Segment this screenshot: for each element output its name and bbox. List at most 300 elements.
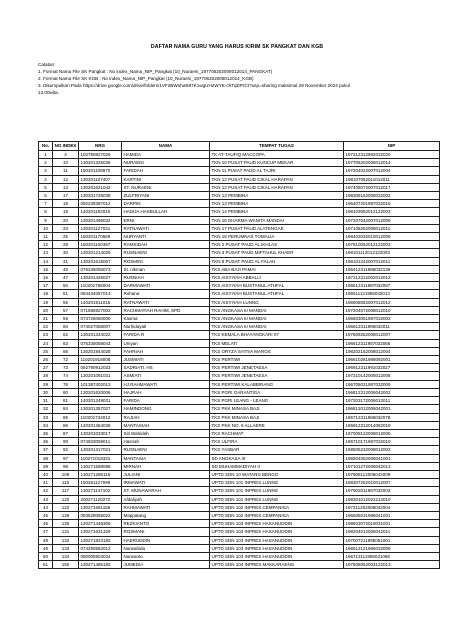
table-row: [39, 331, 440, 339]
cell-nip: 197204072008012010: [344, 306, 440, 314]
cell-nrg: 130271823183: [79, 536, 122, 544]
cell-index: 150: [53, 561, 79, 569]
cell-tempat-tugas: SD MUHAMMADIYAH II: [210, 462, 344, 470]
cell-tempat-tugas: UPTD SDN 103 INPRES HASANUDDIN: [210, 536, 344, 544]
cell-tempat-tugas: TKS AISYIYAH BUSTANUL ATHFAL: [210, 282, 344, 290]
cell-nip: 196612311986032011: [344, 323, 440, 331]
cell-tempat-tugas: TKS KEMALA BHAYANGKARI 07: [210, 331, 344, 339]
cell-no: 4: [39, 175, 53, 183]
notes-block: [38, 62, 458, 97]
cell-nama: NURYANTI: [122, 233, 210, 241]
cell-no: 11: [39, 233, 53, 241]
cell-tempat-tugas: TKS PERTIWI KALABBIRANG: [210, 380, 344, 388]
cell-no: 34: [39, 421, 53, 429]
cell-no: 39: [39, 462, 53, 470]
cell-nip: 196612311987032066: [344, 339, 440, 347]
table-row: [39, 167, 440, 175]
cell-no: 9: [39, 216, 53, 224]
cell-index: 47: [53, 274, 79, 282]
table-row: [39, 339, 440, 347]
cell-nrg: 130271631329: [79, 528, 122, 536]
cell-nama: RAMSIDAH: [122, 241, 210, 249]
cell-nip: 197204022007012004: [344, 167, 440, 175]
cell-index: 134: [53, 552, 79, 560]
cell-tempat-tugas: TKN 17 PUSAT PAUD ALATENGAE: [210, 224, 344, 232]
cell-tempat-tugas: UPTD SDN 103 INPRES HASANUDDIN: [210, 528, 344, 536]
cell-nrg: 076335056073: [79, 265, 122, 273]
cell-nama: RACHMATIAH RAHIM, SPD: [122, 306, 210, 314]
cell-index: 30: [53, 249, 79, 257]
table-row: [39, 216, 440, 224]
table-row: [39, 446, 440, 454]
cell-no: 19: [39, 298, 53, 306]
cell-nip: 197902011997032003: [344, 487, 440, 495]
cell-nama: Afdaliyah: [122, 495, 210, 503]
cell-nrg: 110201786004: [79, 282, 122, 290]
cell-nip: 197212312992032020: [344, 151, 440, 159]
table-row: [39, 413, 440, 421]
cell-tempat-tugas: TKS PGRI GARANTIGA: [210, 388, 344, 396]
cell-nrg: 150201170669: [79, 233, 122, 241]
cell-no: 35: [39, 429, 53, 437]
cell-nrg: 130271588098: [79, 462, 122, 470]
cell-index: 55: [53, 298, 79, 306]
cell-index: 60: [53, 323, 79, 331]
cell-nrg: 130271681155: [79, 503, 122, 511]
cell-nrg: 074933059011: [79, 438, 122, 446]
table-row: [39, 528, 440, 536]
cell-nrg: 130201944028: [79, 347, 122, 355]
cell-nip: 196803051987032002: [344, 315, 440, 323]
table-row: [39, 544, 440, 552]
cell-nama: Rohana: [122, 290, 210, 298]
cell-no: 2: [39, 159, 53, 167]
cell-tempat-tugas: TKN 10 PUSAT PAUD KUNCUP MEKAR: [210, 159, 344, 167]
cell-nip: 197609252008012007: [344, 331, 440, 339]
cell-nama: RATNAWATI: [122, 224, 210, 232]
cell-nip: 196710171987032010: [344, 438, 440, 446]
table-row: [39, 315, 440, 323]
cell-index: 63: [53, 339, 79, 347]
column-header-no: No.: [39, 142, 53, 151]
cell-index: 20: [53, 216, 79, 224]
cell-index: 81: [53, 397, 79, 405]
cell-nama: SADRIATI. HS: [122, 364, 210, 372]
cell-index: 115: [53, 479, 79, 487]
cell-tempat-tugas: TKS AISYIYAH ABBALIJ: [210, 274, 344, 282]
cell-nama: Nurwanto: [122, 552, 210, 560]
cell-tempat-tugas: TKS PKK MINASA BAJI: [210, 413, 344, 421]
cell-nip: 198505232008012002: [344, 446, 440, 454]
cell-tempat-tugas: TKN 2 PUSAT PAUD AL IKHLAS: [210, 241, 344, 249]
table-row: [39, 224, 440, 232]
table-row: [39, 397, 440, 405]
table-row: [39, 372, 440, 380]
cell-no: 24: [39, 339, 53, 347]
cell-nrg: 130201615067: [79, 257, 122, 265]
cell-index: 57: [53, 306, 79, 314]
cell-index: 17: [53, 192, 79, 200]
cell-no: 18: [39, 290, 53, 298]
cell-no: 31: [39, 397, 53, 405]
cell-no: 41: [39, 479, 53, 487]
cell-nrg: 120271448306: [79, 520, 122, 528]
cell-no: 30: [39, 388, 53, 396]
cell-nip: 196713111986031066: [344, 552, 440, 560]
cell-tempat-tugas: TKS AISYIYAH LUNNG: [210, 298, 344, 306]
table-row: [39, 347, 440, 355]
cell-index: 76: [53, 380, 79, 388]
cell-nama: Hasnah: [122, 438, 210, 446]
cell-nrg: 150201108970: [79, 167, 122, 175]
table-row: [39, 151, 440, 159]
cell-tempat-tugas: TKN 16 DHARMA WANITA MANDAI: [210, 216, 344, 224]
cell-nrg: 130201426027: [79, 274, 122, 282]
note-item: 3. Dikumpulkan Pada https://drive.google.com/drive/folders/1VF2BWohw587K1wgUH2WYE-chTqDPrCt?usp=sharing maksimal 29 November 2024 pukul: [38, 82, 351, 88]
cell-no: 25: [39, 347, 53, 355]
cell-tempat-tugas: TKN 18 PERUMNAS TOMALIA: [210, 233, 344, 241]
cell-nrg: 130271286115: [79, 470, 122, 478]
cell-nama: St. nikman: [122, 265, 210, 273]
cell-nip: 196407201987032016: [344, 200, 440, 208]
column-header-nip: NIP: [344, 142, 440, 151]
cell-nama: HJ.RAHMAWATI: [122, 380, 210, 388]
cell-nip: 196412311986032136: [344, 265, 440, 273]
cell-nip: 197009122008012006: [344, 429, 440, 437]
cell-no: 33: [39, 413, 53, 421]
cell-tempat-tugas: TK AT-TAUFIQ MACCOPA: [210, 151, 344, 159]
cell-nama: REZKIANTO: [122, 520, 210, 528]
cell-nrg: 101387402013: [79, 380, 122, 388]
table-row: [39, 470, 440, 478]
cell-nama: ST. NURAENI: [122, 183, 210, 191]
cell-index: 45: [53, 265, 79, 273]
table-row: [39, 438, 440, 446]
cell-tempat-tugas: TKS ULFIRA: [210, 438, 344, 446]
table-row: [39, 200, 440, 208]
cell-tempat-tugas: TKS PGRI LEANG - LEANG: [210, 397, 344, 405]
cell-nip: 198107062011012011: [344, 175, 440, 183]
cell-nrg: 130201091031: [79, 372, 122, 380]
cell-nip: 197210142005012008: [344, 372, 440, 380]
cell-nama: JULIANI: [122, 470, 210, 478]
cell-nama: Nurwahida: [122, 544, 210, 552]
cell-tempat-tugas: TKS ABA BAJI PAMAI: [210, 265, 344, 273]
cell-tempat-tugas: TKS PERTIWI JENETAESA: [210, 372, 344, 380]
cell-index: 133: [53, 544, 79, 552]
cell-tempat-tugas: TKN 12 PUSAT PAUD CIKAL HARAPAN: [210, 183, 344, 191]
cell-nip: 198202152008012004: [344, 347, 440, 355]
cell-nrg: 092238387012: [79, 200, 122, 208]
cell-nip: 196812312006042002: [344, 388, 440, 396]
cell-nrg: 150261127099: [79, 479, 122, 487]
cell-tempat-tugas: TKN 12 PUSAT PAUD CIKAL HARAPAN: [210, 175, 344, 183]
cell-nrg: 075335058043: [79, 339, 122, 347]
cell-tempat-tugas: TKS MELATI: [210, 339, 344, 347]
cell-tempat-tugas: TKS ANGKASA III MANDAI: [210, 306, 344, 314]
cell-nama: RUSNAENI: [122, 446, 210, 454]
cell-nrg: 130201496032: [79, 216, 122, 224]
cell-tempat-tugas: UPTD SDN 101 INPRES LUNNG: [210, 487, 344, 495]
cell-index: 131: [53, 528, 79, 536]
table-row: [39, 192, 440, 200]
table-row: [39, 274, 440, 282]
cell-nip: 197007211995051001: [344, 536, 440, 544]
cell-nama: HAMIDA: [122, 151, 210, 159]
cell-nama: DARMAWATI: [122, 282, 210, 290]
cell-no: 44: [39, 503, 53, 511]
cell-nama: NURAENI: [122, 159, 210, 167]
cell-nama: DARPIN: [122, 200, 210, 208]
cell-no: 37: [39, 446, 53, 454]
cell-index: 132: [53, 536, 79, 544]
cell-nrg: 083528065022: [79, 511, 122, 519]
cell-nip: 196908052007012012: [344, 298, 440, 306]
cell-nip: 196705031987032005: [344, 380, 440, 388]
cell-tempat-tugas: TKS ORYZA SATIVA MAROS: [210, 347, 344, 355]
cell-nip: 196912312014082019: [344, 421, 440, 429]
cell-no: 40: [39, 470, 53, 478]
table-row: [39, 364, 440, 372]
cell-nama: ZULFRIYANI: [122, 192, 210, 200]
cell-nrg: 140201911015: [79, 298, 122, 306]
cell-nip: 197906112006042009: [344, 470, 440, 478]
cell-nrg: 130201325036: [79, 159, 122, 167]
document-title: DAFTAR NAMA GURU YANG HARUS KIRIM SK PANGKAT DAN KGB: [150, 44, 324, 50]
cell-no: 15: [39, 265, 53, 273]
cell-nama: RAHMAWATI: [122, 503, 210, 511]
table-body: [39, 151, 440, 569]
cell-no: 23: [39, 331, 53, 339]
cell-no: 13: [39, 249, 53, 257]
cell-no: 46: [39, 520, 53, 528]
table-row: [39, 208, 440, 216]
cell-nip: 197108252008012011: [344, 224, 440, 232]
table-row: [39, 306, 440, 314]
cell-tempat-tugas: UPTD SDN 103 INPRES HASANUDDIN: [210, 544, 344, 552]
cell-nama: HADIJA HASBULLAH: [122, 208, 210, 216]
cell-index: 98: [53, 462, 79, 470]
table-row: [39, 356, 440, 364]
cell-tempat-tugas: TKN 13 PEMBINA: [210, 192, 344, 200]
cell-tempat-tugas: UPTD SDN 103 INPRES HASANUDDIN: [210, 520, 344, 528]
cell-no: 32: [39, 405, 53, 413]
cell-index: 11: [53, 167, 79, 175]
cell-no: 42: [39, 487, 53, 495]
cell-nama: ASMIATI: [122, 372, 210, 380]
cell-index: 97: [53, 454, 79, 462]
cell-tempat-tugas: UPTD SDN 102 INPRES CEMPANIGA: [210, 503, 344, 511]
cell-no: 26: [39, 356, 53, 364]
cell-no: 29: [39, 380, 53, 388]
cell-tempat-tugas: TKN 14 PEMBINA: [210, 208, 344, 216]
cell-no: 27: [39, 364, 53, 372]
cell-nrg: 130201621042: [79, 183, 122, 191]
cell-index: 51: [53, 290, 79, 298]
cell-nama: RAJIAH: [122, 413, 210, 421]
cell-nrg: 130271147102: [79, 487, 122, 495]
cell-no: 38: [39, 454, 53, 462]
cell-no: 50: [39, 552, 53, 560]
table-row: [39, 241, 440, 249]
cell-nip: 197207042007012009: [344, 216, 440, 224]
cell-index: 130: [53, 520, 79, 528]
column-header-nrg: NRG: [79, 142, 122, 151]
cell-nrg: 130201127031: [79, 224, 122, 232]
cell-nrg: 110271018331: [79, 454, 122, 462]
cell-index: 90: [53, 438, 79, 446]
cell-index: 108: [53, 470, 79, 478]
cell-no: 21: [39, 315, 53, 323]
cell-tempat-tugas: SD ANGKASA III: [210, 454, 344, 462]
cell-nrg: 074027058007: [79, 323, 122, 331]
cell-nama: RUSNIAH: [122, 274, 210, 282]
table-row: [39, 462, 440, 470]
cell-nama: FARIDA: [122, 397, 210, 405]
cell-index: 117: [53, 487, 79, 495]
cell-nrg: 140201249031: [79, 397, 122, 405]
cell-tempat-tugas: UPTD SDN 102 INPRES CEMPANIGA: [210, 511, 344, 519]
cell-nip: 198603072019031001: [344, 520, 440, 528]
cell-nama: FAHRIAH: [122, 347, 210, 355]
cell-index: 84: [53, 405, 79, 413]
cell-nama: RATNAWATI: [122, 298, 210, 306]
cell-nip: 197303172006012011: [344, 397, 440, 405]
cell-nama: MANTASIA: [122, 454, 210, 462]
table-row: [39, 495, 440, 503]
cell-nip: 196512121986032009: [344, 544, 440, 552]
cell-nama: FARIDAH: [122, 167, 210, 175]
cell-index: 25: [53, 233, 79, 241]
cell-nrg: 110201734012: [79, 413, 122, 421]
cell-nama: KARTINI: [122, 175, 210, 183]
cell-nip: 197810052012122003: [344, 241, 440, 249]
table-row: [39, 233, 440, 241]
cell-no: 6: [39, 192, 53, 200]
note-item: 1. Format Nama File SK Pangkat : No index_Nama_NIP_Pangkat (10_Nuraeni_197706202008012014_PANGKAT): [38, 68, 273, 74]
cell-index: 4: [53, 151, 79, 159]
cell-no: 20: [39, 306, 53, 314]
cell-nama: ERNI: [122, 216, 210, 224]
cell-index: 31: [53, 257, 79, 265]
table-row: [39, 454, 440, 462]
cell-tempat-tugas: UPTD SDN 104 INPRES MAKKARAENG: [210, 561, 344, 569]
cell-nrg: 140201364036: [79, 421, 122, 429]
cell-nama: Nurhidayati: [122, 323, 210, 331]
cell-no: 14: [39, 257, 53, 265]
cell-no: 45: [39, 511, 53, 519]
cell-nrg: 150201100467: [79, 241, 122, 249]
table-row: [39, 536, 440, 544]
cell-index: 10: [53, 159, 79, 167]
cell-nama: JUMEDIA: [122, 561, 210, 569]
cell-no: 16: [39, 274, 53, 282]
table-row: [39, 421, 440, 429]
teacher-table: [38, 141, 440, 569]
cell-nip: 199301012022212010: [344, 495, 440, 503]
table-row: [39, 479, 440, 487]
cell-nrg: 130201357027: [79, 405, 122, 413]
cell-tempat-tugas: TKS ANGKASA III MANDAI: [210, 315, 344, 323]
cell-index: 120: [53, 495, 79, 503]
cell-nama: RUSNAENI: [122, 249, 210, 257]
cell-nrg: 110201918008: [79, 356, 122, 364]
cell-nip: 198101112012122003: [344, 249, 440, 257]
cell-no: 28: [39, 372, 53, 380]
cell-tempat-tugas: TKS RACHMAT: [210, 429, 344, 437]
cell-tempat-tugas: TKN 13 PEMBINA: [210, 200, 344, 208]
column-header-tempat-tugas: TEMPAT TUGAS: [210, 142, 344, 151]
cell-nip: 196512311987032087: [344, 282, 440, 290]
notes-heading: Catatan:: [38, 62, 56, 67]
cell-no: 51: [39, 561, 53, 569]
cell-no: 47: [39, 528, 53, 536]
cell-nip: 198204012006042011: [344, 528, 440, 536]
cell-index: 73: [53, 364, 79, 372]
cell-tempat-tugas: TKN 11 PUSAT PAUD AL TAJRI: [210, 167, 344, 175]
cell-nip: 196712311986032078: [344, 413, 440, 421]
cell-index: 62: [53, 331, 79, 339]
cell-nama: Siti Wahidah: [122, 429, 210, 437]
cell-index: 28: [53, 241, 79, 249]
cell-no: 12: [39, 241, 53, 249]
cell-no: 48: [39, 536, 53, 544]
cell-index: 13: [53, 183, 79, 191]
cell-index: 128: [53, 511, 79, 519]
cell-nama: Kasma: [122, 315, 210, 323]
cell-nrg: 140201182015: [79, 208, 122, 216]
cell-nama: MIRNAH: [122, 462, 210, 470]
cell-index: 12: [53, 175, 79, 183]
table-row: [39, 159, 440, 167]
cell-tempat-tugas: UPTD SDN 101 INPRES LUNNG: [210, 495, 344, 503]
table-row: [39, 282, 440, 290]
cell-tempat-tugas: TKS PKK MINASA BAJI: [210, 405, 344, 413]
table-row: [39, 265, 440, 273]
table-row: [39, 429, 440, 437]
cell-nip: 196812012006042001: [344, 405, 440, 413]
table-row: [39, 175, 440, 183]
cell-index: 50: [53, 282, 79, 290]
cell-nip: 197212312002012012: [344, 274, 440, 282]
cell-nip: 198103082012122003: [344, 208, 440, 216]
cell-tempat-tugas: TKN 9 PUSAT PAUD AL FALAH: [210, 257, 344, 265]
cell-nrg: 130271485183: [79, 561, 122, 569]
cell-nip: 198403032010012009: [344, 233, 440, 241]
cell-nama: HAERUDDIN: [122, 536, 210, 544]
cell-nama: ST. MUNAWARAH: [122, 487, 210, 495]
cell-tempat-tugas: TKS ANGKASA III MANDAI: [210, 323, 344, 331]
cell-nip: 198307252010012007: [344, 479, 440, 487]
cell-index: 87: [53, 429, 79, 437]
cell-no: 8: [39, 208, 53, 216]
cell-index: 66: [53, 347, 79, 355]
column-header-index: NO INDEX: [53, 142, 79, 151]
table-row: [39, 388, 440, 396]
column-header-nama: NAMA: [122, 142, 210, 151]
cell-nama: ROSMANI: [122, 528, 210, 536]
cell-tempat-tugas: TKS AISYIYAH BUSTANUL ATHFAL: [210, 290, 344, 298]
cell-nip: 197706202008012014: [344, 159, 440, 167]
cell-nip: 196504052006041001: [344, 454, 440, 462]
table-row: [39, 503, 440, 511]
cell-nrg: 073726060006: [79, 315, 122, 323]
cell-nip: 196605031986041001: [344, 511, 440, 519]
table-row: [39, 405, 440, 413]
cell-no: 22: [39, 323, 53, 331]
table-header-row: [39, 142, 440, 151]
cell-nrg: 092790912023: [79, 364, 122, 372]
